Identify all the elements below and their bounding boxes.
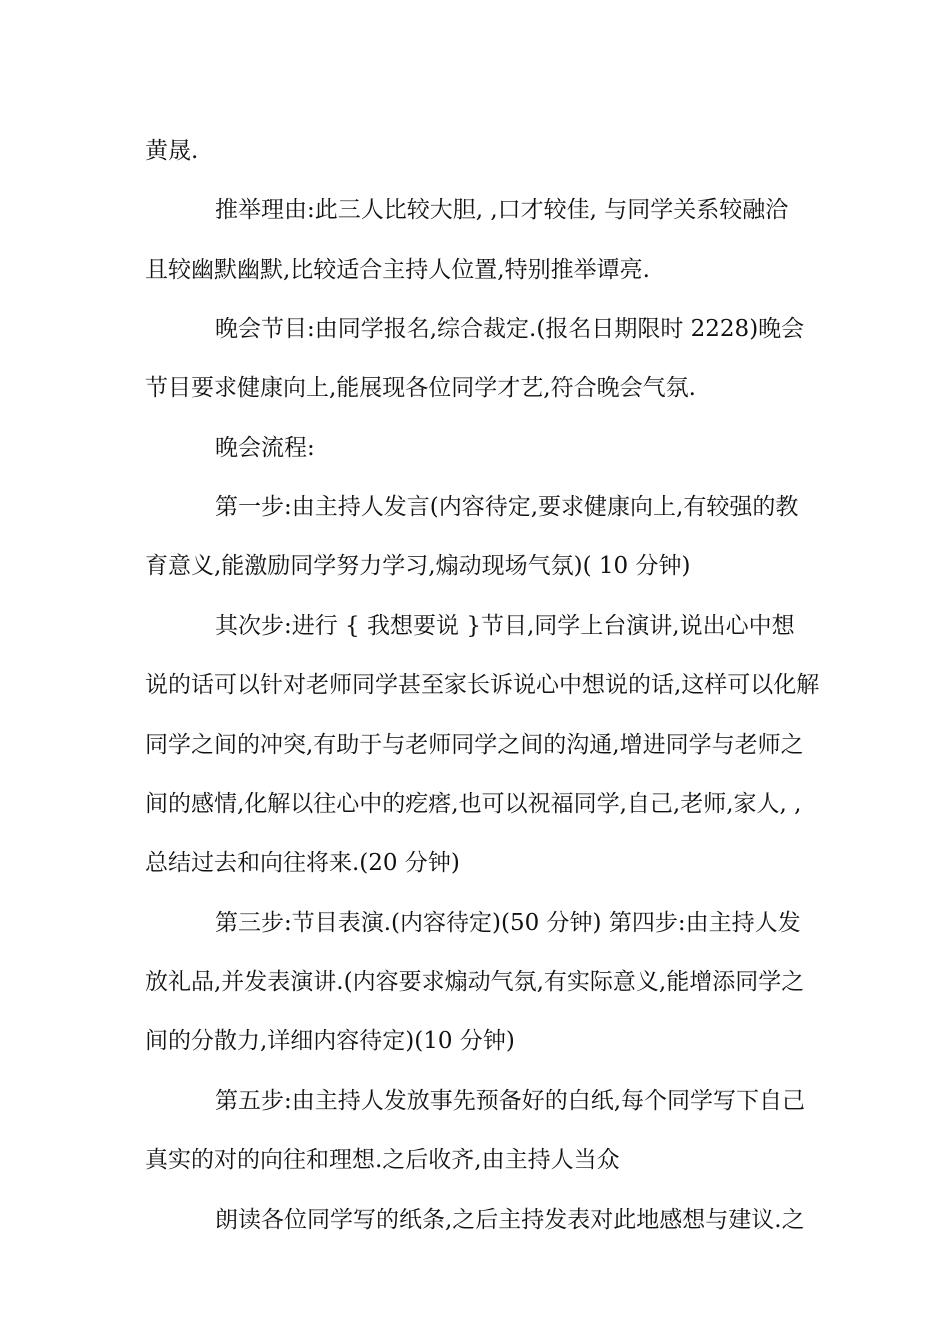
- text-line: 其次步:进行 { 我想要说 }节目,同学上台演讲,说出心中想: [215, 613, 795, 639]
- text-line: 朗读各位同学写的纸条,之后主持发表对此地感想与建议.之: [215, 1207, 805, 1233]
- text-line: 第五步:由主持人发放事先预备好的白纸,每个同学写下自己: [215, 1088, 806, 1114]
- text-line: 育意义,能激励同学努力学习,煽动现场气氛)( 10 分钟): [145, 553, 691, 579]
- text-line: 晚会节目:由同学报名,综合裁定.(报名日期限时 2228)晚会: [215, 316, 805, 342]
- text-line: 且较幽默幽默,比较适合主持人位置,特别推举谭亮.: [145, 257, 650, 283]
- text-line: 真实的对的向往和理想.之后收齐,由主持人当众: [145, 1147, 620, 1173]
- text-line: 放礼品,并发表演讲.(内容要求煽动气氛,有实际意义,能增添同学之: [145, 969, 805, 995]
- text-line: 总结过去和向往将来.(20 分钟): [145, 850, 460, 876]
- text-line: 第三步:节目表演.(内容待定)(50 分钟) 第四步:由主持人发: [215, 910, 801, 936]
- text-line: 推举理由:此三人比较大胆, ,口才较佳, 与同学关系较融洽: [215, 197, 789, 223]
- text-line: 间的分散力,详细内容待定)(10 分钟): [145, 1028, 515, 1054]
- text-line: 节目要求健康向上,能展现各位同学才艺,符合晚会气氛.: [145, 375, 696, 401]
- text-line: 说的话可以针对老师同学甚至家长诉说心中想说的话,这样可以化解: [145, 672, 820, 698]
- text-line: 黄晟.: [145, 138, 199, 164]
- text-line: 同学之间的冲突,有助于与老师同学之间的沟通,增进同学与老师之: [145, 732, 804, 758]
- text-line: 晚会流程:: [215, 435, 315, 461]
- text-line: 第一步:由主持人发言(内容待定,要求健康向上,有较强的教: [215, 494, 799, 520]
- text-line: 间的感情,化解以往心中的疙瘩,也可以祝福同学,自己,老师,家人, ,: [145, 791, 802, 817]
